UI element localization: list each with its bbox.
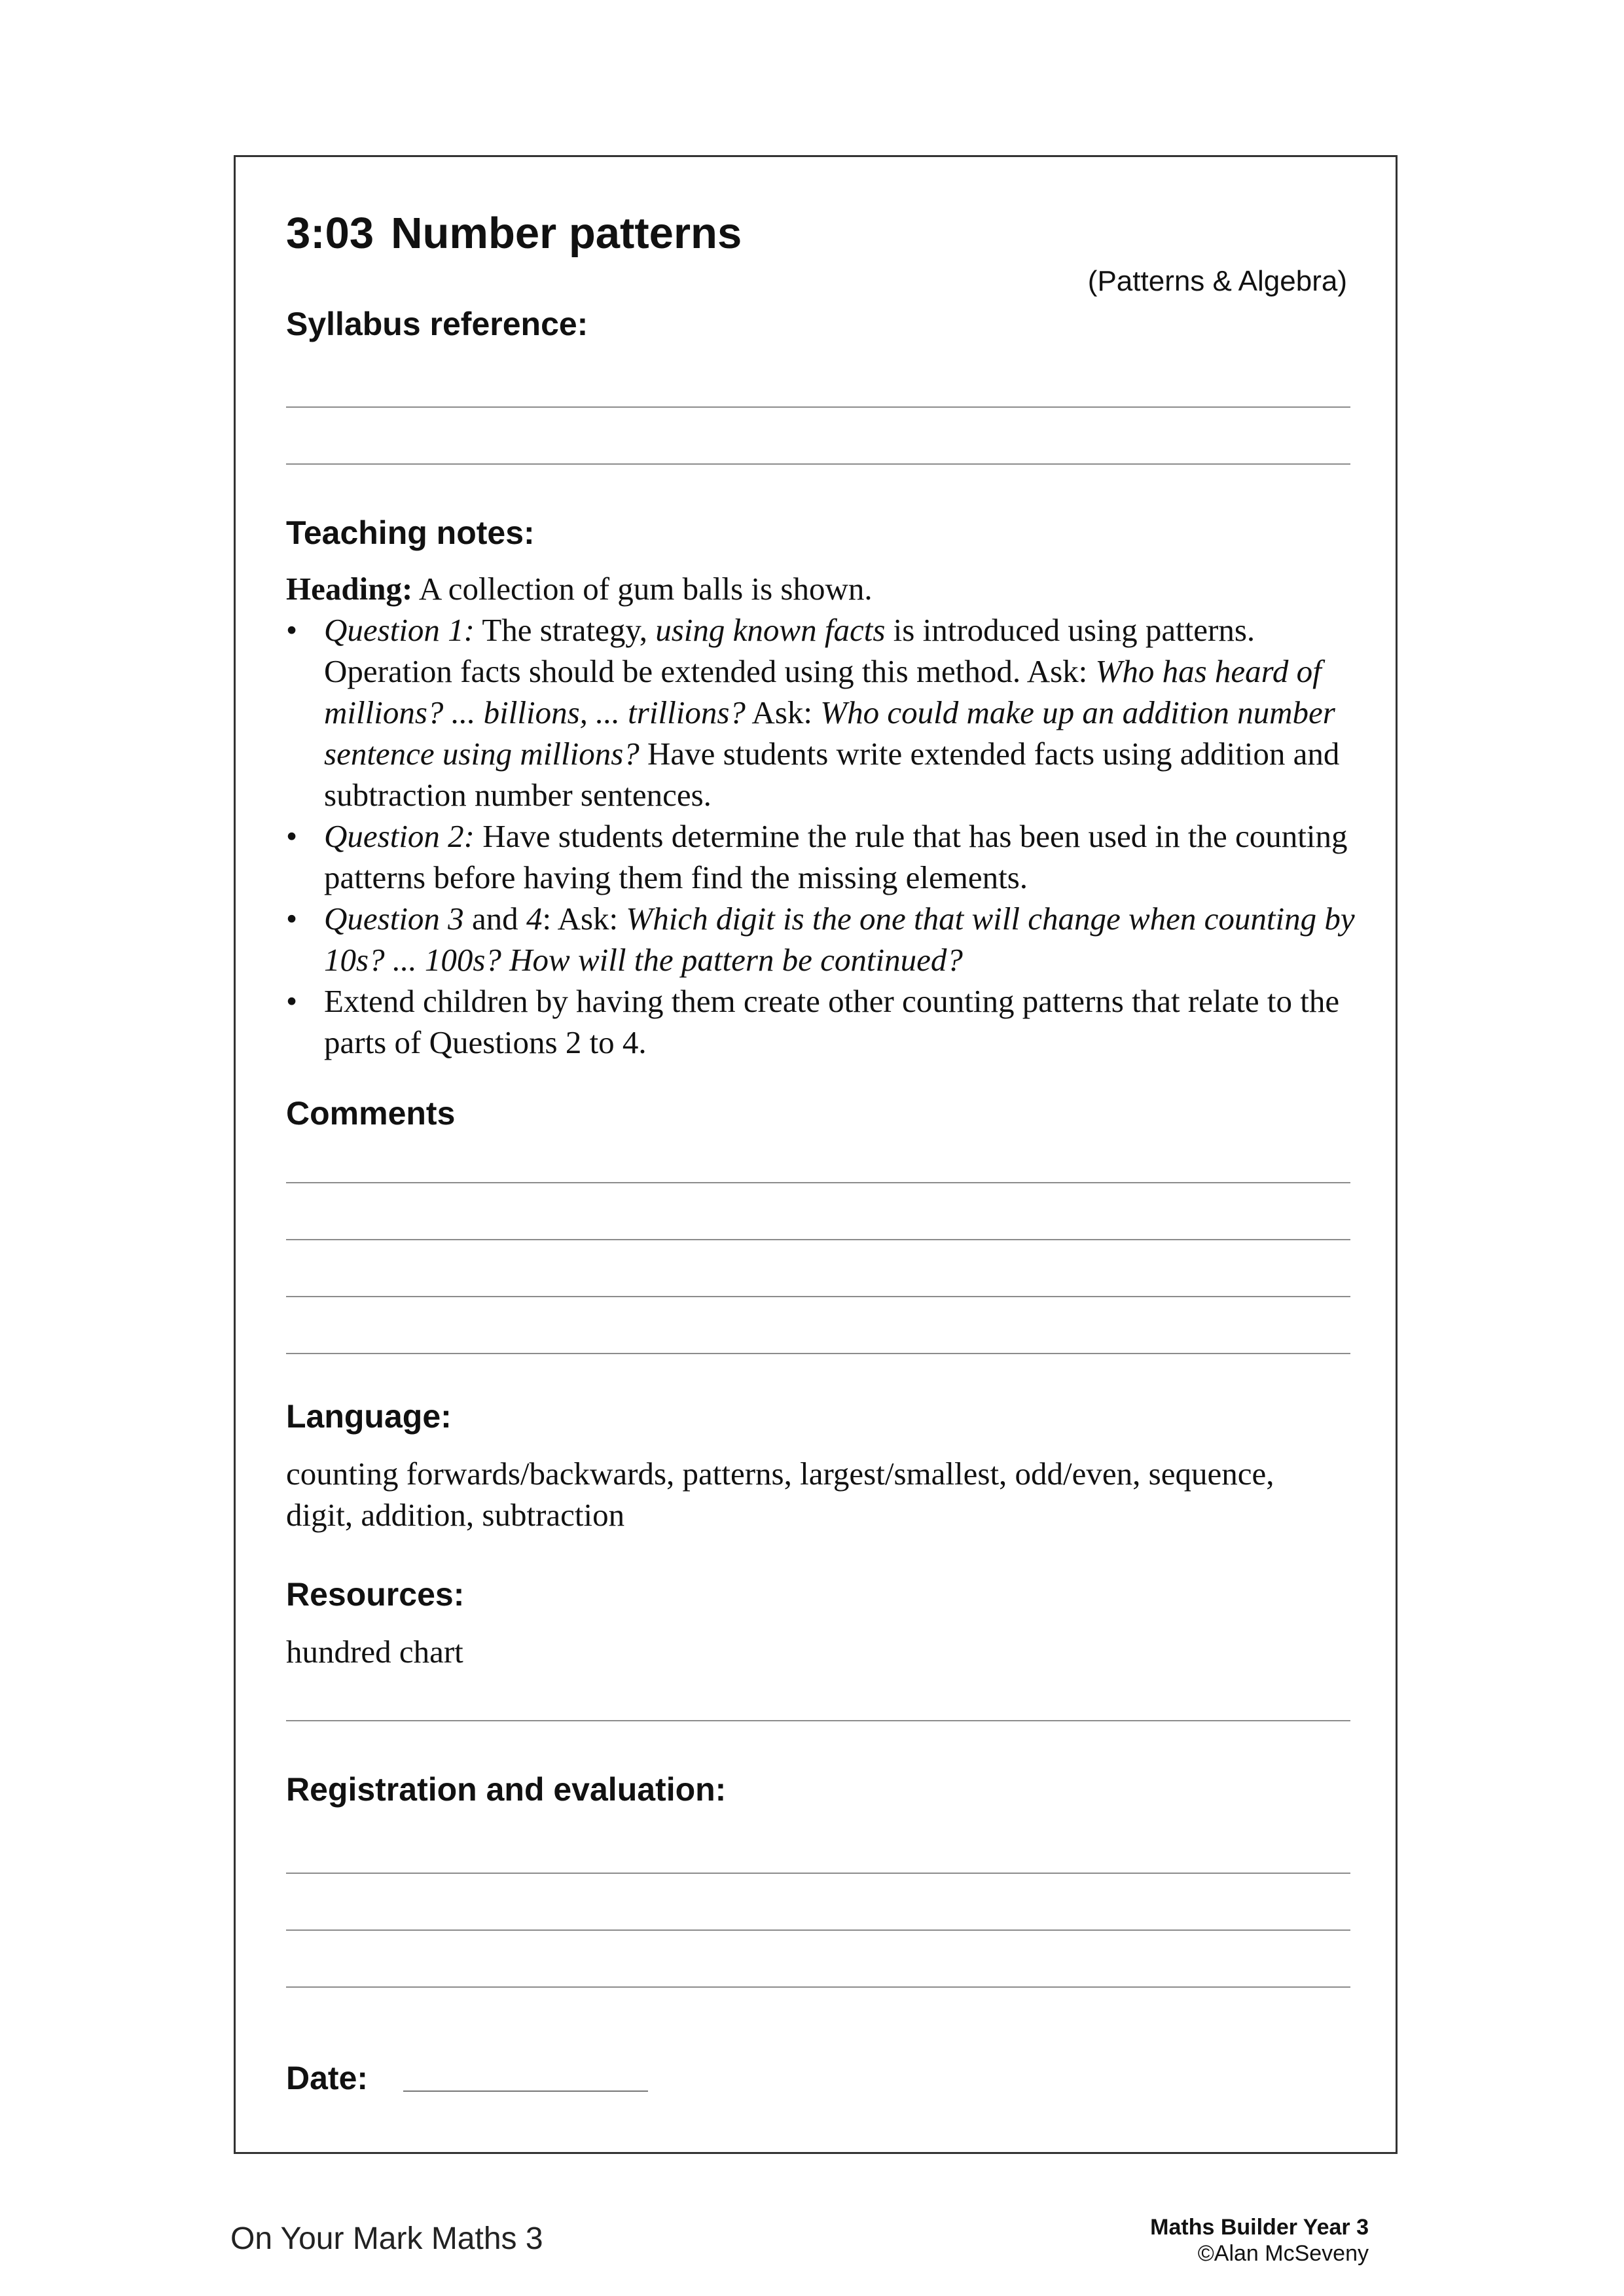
comments-line-2 (286, 1239, 1350, 1240)
comments-heading: Comments (286, 1095, 456, 1132)
note-question-3-4: • Question 3 and 4: Ask: Which digit is the one that will change when counting by 10s? ... 100s? How will the pattern be continued? (286, 898, 1360, 980)
strand-label: (Patterns & Algebra) (1087, 265, 1347, 297)
footer-book-title: On Your Mark Maths 3 (230, 2221, 543, 2256)
resources-heading: Resources: (286, 1576, 465, 1613)
footer-credit (1150, 2214, 1369, 2267)
heading-note: Heading: A collection of gum balls is shown. (286, 571, 873, 607)
footer-copyright: ©Alan McSeveny (1197, 2241, 1369, 2266)
teaching-notes-body (286, 568, 1360, 1063)
registration-line-1 (286, 1873, 1350, 1874)
page-title: 3:03 Number patterns (286, 209, 742, 258)
syllabus-line-2 (286, 463, 1350, 465)
teaching-notes-list (286, 609, 1360, 1063)
language-heading: Language: (286, 1398, 452, 1435)
date-line (403, 2090, 648, 2092)
date-label: Date: (286, 2060, 369, 2096)
syllabus-line-1 (286, 406, 1350, 408)
registration-line-3 (286, 1986, 1350, 1988)
footer-series: Maths Builder Year 3 (1150, 2215, 1369, 2240)
note-question-2: • Question 2: Have students determine the rule that has been used in the counting patterns before having them find the missing elements. (286, 816, 1360, 898)
registration-line-2 (286, 1929, 1350, 1931)
teaching-notes-heading: Teaching notes: (286, 514, 535, 551)
registration-heading: Registration and evaluation: (286, 1771, 727, 1808)
worksheet-frame (234, 155, 1398, 2154)
comments-line-1 (286, 1182, 1350, 1183)
note-extend: • Extend children by having them create other counting patterns that relate to the parts of Questions 2 to 4. (286, 980, 1360, 1063)
syllabus-heading: Syllabus reference: (286, 306, 588, 342)
language-text: counting forwards/backwards, patterns, largest/smallest, odd/even, sequence, digit, addition, subtraction (286, 1456, 1274, 1533)
resources-text: hundred chart (286, 1634, 463, 1670)
note-question-1: • Question 1: The strategy, using known facts is introduced using patterns. Operation facts should be extended using this method. Ask: Who has heard of millions? ... billions, ... trillions? Ask: Who could make up an addition number sentence using millions? Have students write extended facts using addition and subtraction number sentences. (286, 609, 1360, 816)
comments-line-3 (286, 1296, 1350, 1297)
comments-line-4 (286, 1353, 1350, 1354)
resources-line (286, 1720, 1350, 1721)
